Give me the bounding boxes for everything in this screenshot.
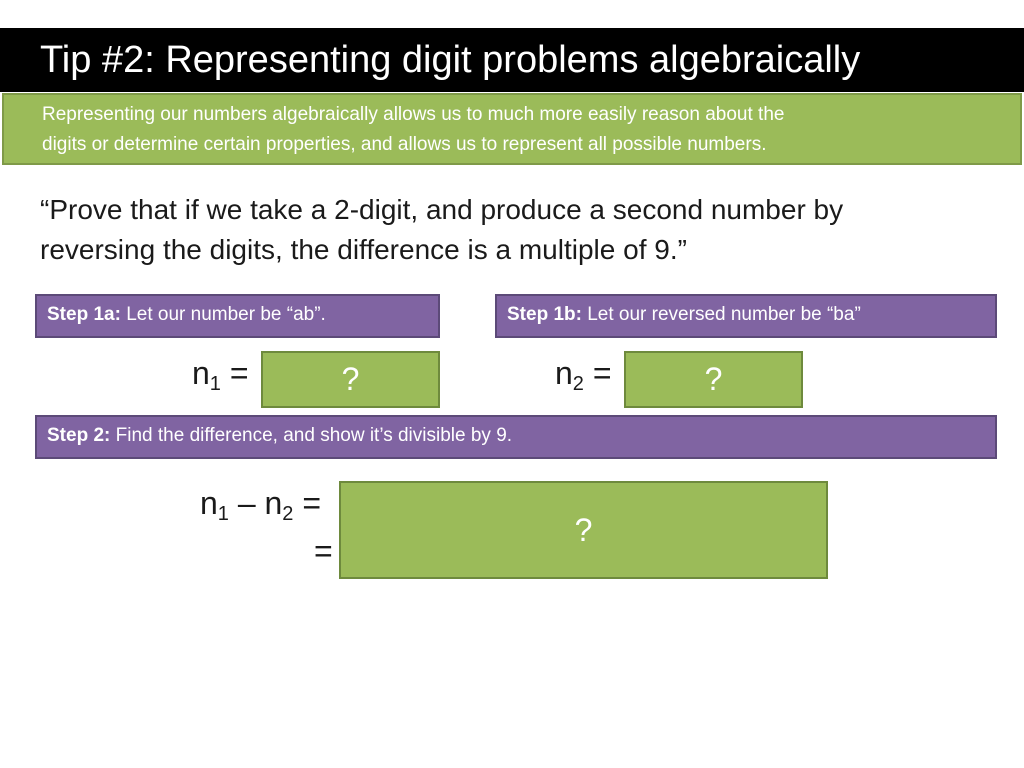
difference-label: $n_1 - n_2$ =	[200, 485, 321, 525]
step-1a-label: Step 1a:	[47, 304, 121, 325]
difference-equals-line-2: =	[314, 533, 333, 569]
step-1b-label: Step 1b:	[507, 304, 582, 325]
step-2-label: Step 2:	[47, 425, 111, 446]
n1-label: $n_1$ =	[192, 355, 249, 395]
n1-answer-box[interactable]: ?	[261, 351, 440, 408]
step-2-bar	[35, 415, 997, 459]
difference-answer-box[interactable]: ?	[339, 481, 828, 579]
n2-label: $n_2$ =	[555, 355, 612, 395]
question-line-2: reversing the digits, the difference is a multiple of 9.”	[40, 234, 687, 265]
step-1a-text: Let our number be “ab”.	[120, 304, 326, 325]
intro-box	[2, 93, 1022, 165]
question-line-1: “Prove that if we take a 2-digit, and produce a second number by	[40, 194, 844, 225]
intro-line-2: digits or determine certain properties, and allows us to represent all possible numbers.	[42, 134, 767, 155]
question-text	[40, 190, 1000, 270]
step-1b-text: Let our reversed number be “ba”	[581, 304, 861, 325]
step-1b-bar	[495, 294, 997, 338]
intro-line-1: Representing our numbers algebraically allows us to much more easily reason about the	[42, 104, 785, 125]
step-1a-bar	[35, 294, 440, 338]
step-2-text: Find the difference, and show it’s divisible by 9.	[110, 425, 513, 446]
n2-answer-box[interactable]: ?	[624, 351, 803, 408]
slide-title: Tip #2: Representing digit problems algebraically	[0, 28, 1024, 92]
